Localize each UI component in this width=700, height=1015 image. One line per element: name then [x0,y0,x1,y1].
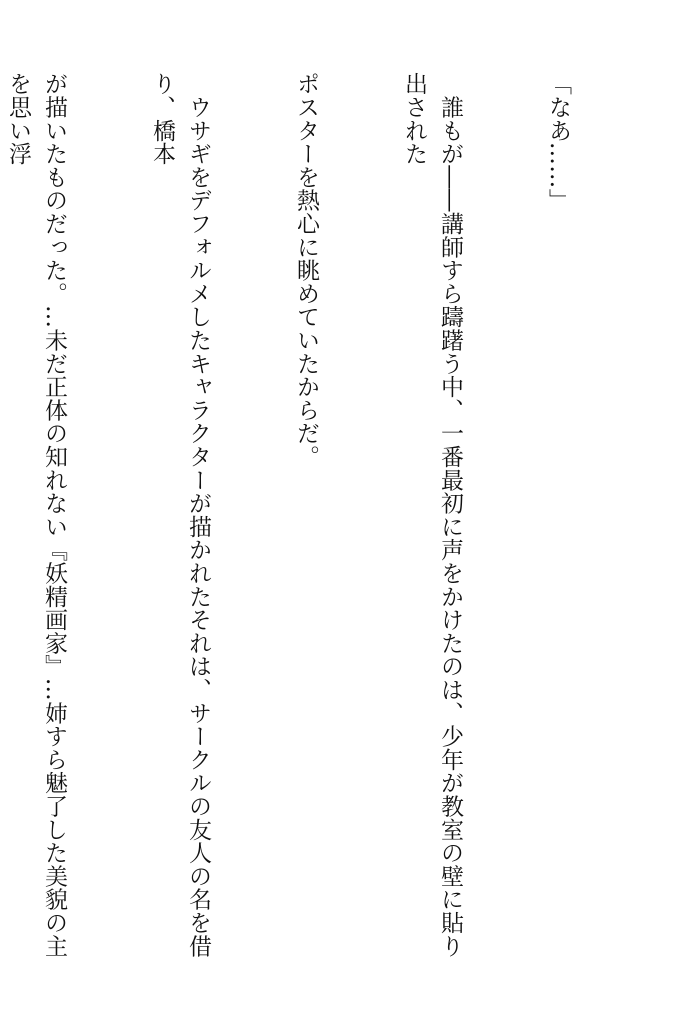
text-line-4: ウサギをデフォルメしたキャラクターが描かれたそれは、サークルの友人の名を借り、橋本 [149,72,211,958]
text-line-2: 誰もが――講師すら躊躇う中、一番最初に声をかけたのは、少年が教室の壁に貼り出された [401,72,463,958]
vertical-text-body [0,72,648,972]
text-line-3: ポスターを熱心に眺めていたからだ。 [293,72,319,469]
text-line-5: が描いたものだった。…未だ正体の知れない『妖精画家』…姉すら魅了した美貌の主を思い浮 [5,72,67,958]
text-line-1: 「なあ……」 [545,72,571,212]
